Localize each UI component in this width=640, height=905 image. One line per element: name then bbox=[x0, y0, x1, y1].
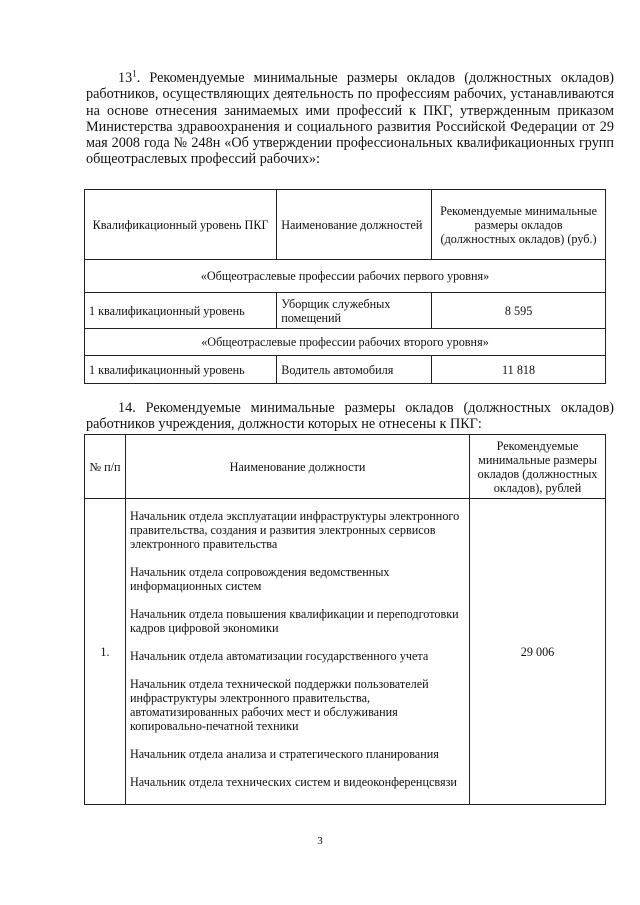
section-14-paragraph bbox=[86, 400, 614, 433]
row-number: 1. bbox=[85, 499, 126, 805]
header-recommended-salary: Рекомендуемые минимальные размеры окладов (должностных окладов) (руб.) bbox=[432, 190, 606, 260]
positions-list bbox=[126, 499, 470, 805]
header-qualification-level: Квалификационный уровень ПКГ bbox=[85, 190, 277, 260]
list-item: Начальник отдела технической поддержки пользователей инфраструктуры электронного правительства, автоматизированных рабочих мест и обслуживания копировально-печатной техники bbox=[130, 677, 429, 733]
list-item: Начальник отдела сопровождения ведомственных информационных систем bbox=[130, 565, 390, 593]
table-header-row bbox=[85, 190, 606, 260]
header-position-name: Наименование должности bbox=[126, 435, 470, 499]
group-row bbox=[85, 329, 606, 356]
table-row bbox=[85, 293, 606, 329]
group-title: «Общеотраслевые профессии рабочих второго уровня» bbox=[85, 329, 606, 356]
list-item: Начальник отдела эксплуатации инфраструктуры электронного правительства, создания и развития электронных сервисов электронного правительства bbox=[130, 509, 460, 551]
qualification-level-cell: 1 квалификационный уровень bbox=[85, 293, 277, 329]
list-item: Начальник отдела повышения квалификации и переподготовки кадров цифровой экономики bbox=[130, 607, 459, 635]
salary-cell: 8 595 bbox=[432, 293, 606, 329]
header-position-name: Наименование должностей bbox=[277, 190, 432, 260]
group-title: «Общеотраслевые профессии рабочих первого уровня» bbox=[85, 260, 606, 293]
header-number: № п/п bbox=[85, 435, 126, 499]
page-number: 3 bbox=[317, 835, 323, 847]
pkg-salary-table bbox=[84, 189, 606, 384]
table-row bbox=[85, 499, 606, 805]
salary-cell: 29 006 bbox=[470, 499, 606, 805]
non-pkg-salary-table bbox=[84, 434, 606, 805]
header-recommended-salary: Рекомендуемые минимальные размеры окладов (должностных окладов), рублей bbox=[470, 435, 606, 499]
qualification-level-cell: 1 квалификационный уровень bbox=[85, 356, 277, 384]
list-item: Начальник отдела автоматизации государственного учета bbox=[130, 649, 429, 663]
position-cell: Уборщик служебных помещений bbox=[277, 293, 432, 329]
table-header-row bbox=[85, 435, 606, 499]
list-item: Начальник отдела технических систем и видеоконференцсвязи bbox=[130, 775, 457, 789]
section-13-text: . Рекомендуемые минимальные размеры окладов (должностных окладов) работников, осуществляющих деятельность по профессиям рабочих, устанавливаются на основе отнесения занимаемых ими профессий к ПКГ, утвержденным приказом Министерства здравоохранения и социального развития Российской Федерации от 29 мая 2008 года № 248н «Об утверждении профессиональных квалификационных групп общеотраслевых профессий рабочих»: bbox=[86, 70, 614, 168]
salary-cell: 11 818 bbox=[432, 356, 606, 384]
section-13-superscript: 1 bbox=[132, 68, 137, 79]
group-row bbox=[85, 260, 606, 293]
section-13-number: 13 bbox=[118, 70, 133, 86]
section-14-text: 14. Рекомендуемые минимальные размеры окладов (должностных окладов) работников учреждения, должности которых не отнесены к ПКГ: bbox=[86, 400, 614, 433]
table-row bbox=[85, 356, 606, 384]
list-item: Начальник отдела анализа и стратегического планирования bbox=[130, 747, 439, 761]
section-13-paragraph bbox=[86, 70, 614, 168]
position-cell: Водитель автомобиля bbox=[277, 356, 432, 384]
